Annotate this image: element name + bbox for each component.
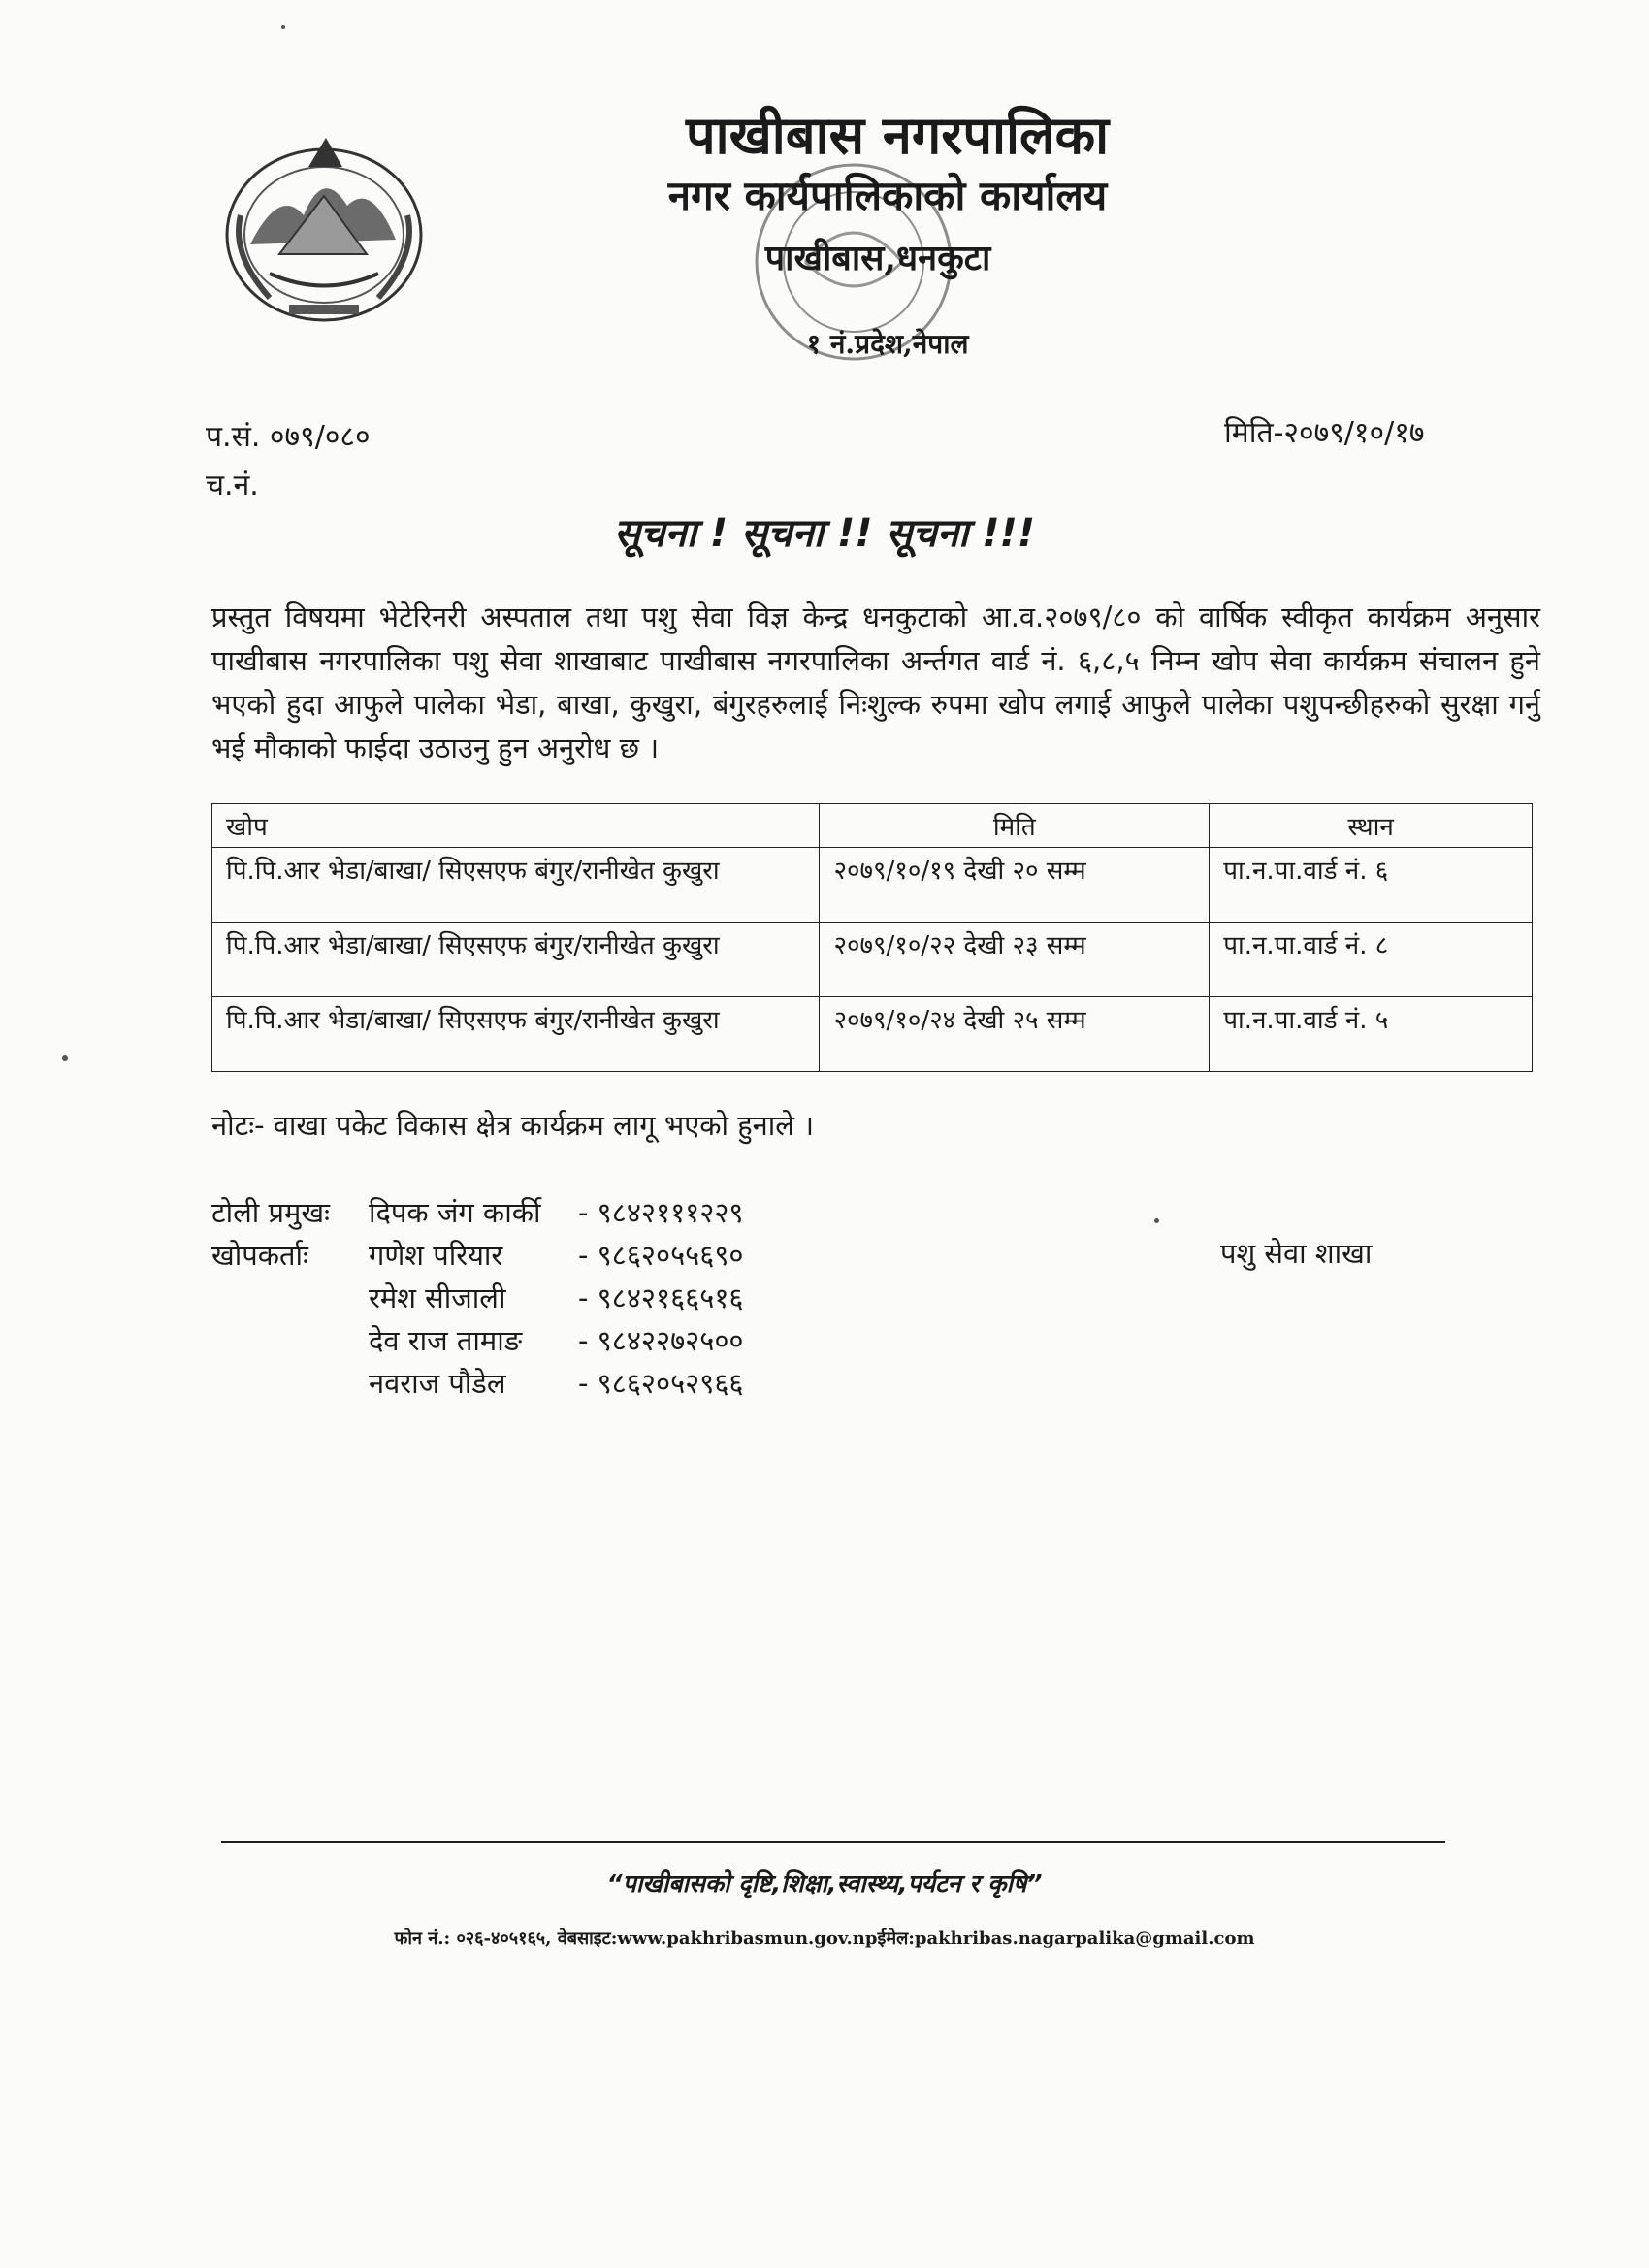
table-row [212, 923, 1533, 997]
column-header-vaccine: खोप [212, 804, 820, 848]
scan-speck [62, 1055, 68, 1061]
note-text: नोटः- वाखा पकेट विकास क्षेत्र कार्यक्रम लागू भएको हुनाले । [211, 1109, 815, 1142]
notice-title: सूचना ! सूचना !! सूचना !!! [613, 511, 1036, 556]
vaccinator-name: नवराज पौडेल [369, 1367, 506, 1400]
vaccinator-phone: - ९८६२०५२९६६ [578, 1367, 744, 1400]
location-cell: पा.न.पा.वार्ड नं. ५ [1210, 997, 1533, 1072]
vaccinator-phone: - ९८४२२७२५०० [578, 1324, 744, 1357]
letter-date: मिति-२०७९/१०/१७ [1224, 416, 1425, 450]
vaccinator-phone: - ९८४२१६६५१६ [578, 1281, 744, 1314]
footer-divider [221, 1841, 1445, 1843]
team-leader-label: टोली प्रमुखः [211, 1196, 330, 1229]
vaccinator-label: खोपकर्ताः [211, 1239, 308, 1272]
vaccine-cell: पि.पि.आर भेडा/बाखा/ सिएसएफ बंगुर/रानीखेत कुखुरा [212, 997, 820, 1072]
vaccinator-phone: - ९८६२०५५६९० [578, 1239, 744, 1272]
vaccination-schedule-table [211, 803, 1533, 1072]
column-header-location: स्थान [1210, 804, 1533, 848]
footer-motto: “पाखीबासको दृष्टि,शिक्षा,स्वास्थ्य,पर्यटन र कृषि” [606, 1869, 1043, 1897]
notice-body: प्रस्तुत विषयमा भेटेरिनरी अस्पताल तथा पशु सेवा विज्ञ केन्द्र धनकुटाको आ.व.२०७९/८० को वार्षिक स्वीकृत कार्यक्रम अनुसार पाखीबास नगरपालिका पशु सेवा शाखाबाट पाखीबास नगरपालिका अर्न्तगत वार्ड नं. ६,८,५ निम्न खोप सेवा कार्यक्रम संचालन हुने भएको हुदा आफुले पालेका भेडा, बाखा, कुखुरा, बंगुरहरुलाई निःशुल्क रुपमा खोप लगाई आफुले पालेका पशुपन्छीहरुको सुरक्षा गर्नु भई मौकाको फाईदा उठाउनु हुन अनुरोध छ । [211, 600, 1540, 764]
municipality-name: पाखीबास नगरपालिका [685, 104, 1110, 166]
vaccinator-name: गणेश परियार [369, 1239, 503, 1272]
table-header-row [212, 804, 1533, 848]
vaccine-cell: पि.पि.आर भेडा/बाखा/ सिएसएफ बंगुर/रानीखेत कुखुरा [212, 923, 820, 997]
date-cell: २०७९/१०/१९ देखी २० सम्म [820, 848, 1210, 923]
province-country: १ नं.प्रदेश,नेपाल [806, 328, 969, 360]
team-leader-phone: - ९८४२१११२२९ [578, 1196, 744, 1229]
office-location: पाखीबास,धनकुटा [764, 238, 991, 278]
office-name: नगर कार्यपालिकाको कार्यालय [667, 172, 1108, 219]
location-cell: पा.न.पा.वार्ड नं. ६ [1210, 848, 1533, 923]
footer-contact: फोन नं.: ०२६-४०५१६५, वेबसाइट:www.pakhribasmun.gov.npईमेल:pakhribas.nagarpalika@gmail.com [394, 1928, 1255, 1949]
letter-number: प.सं. ०७९/०८० [206, 420, 371, 454]
table-row [212, 997, 1533, 1072]
table-row [212, 848, 1533, 923]
scan-speck [281, 25, 285, 29]
scan-speck [1154, 1218, 1159, 1223]
vaccine-cell: पि.पि.आर भेडा/बाखा/ सिएसएफ बंगुर/रानीखेत कुखुरा [212, 848, 820, 923]
vaccinator-name: देव राज तामाङ [369, 1324, 523, 1357]
dispatch-number: च.नं. [206, 469, 259, 502]
location-cell: पा.न.पा.वार्ड नं. ८ [1210, 923, 1533, 997]
column-header-date: मिति [820, 804, 1210, 848]
vaccinator-name: रमेश सीजाली [369, 1281, 506, 1314]
signatory-section: पशु सेवा शाखा [1220, 1237, 1373, 1270]
date-cell: २०७९/१०/२२ देखी २३ सम्म [820, 923, 1210, 997]
team-leader-name: दिपक जंग कार्की [369, 1196, 541, 1229]
date-cell: २०७९/१०/२४ देखी २५ सम्म [820, 997, 1210, 1072]
